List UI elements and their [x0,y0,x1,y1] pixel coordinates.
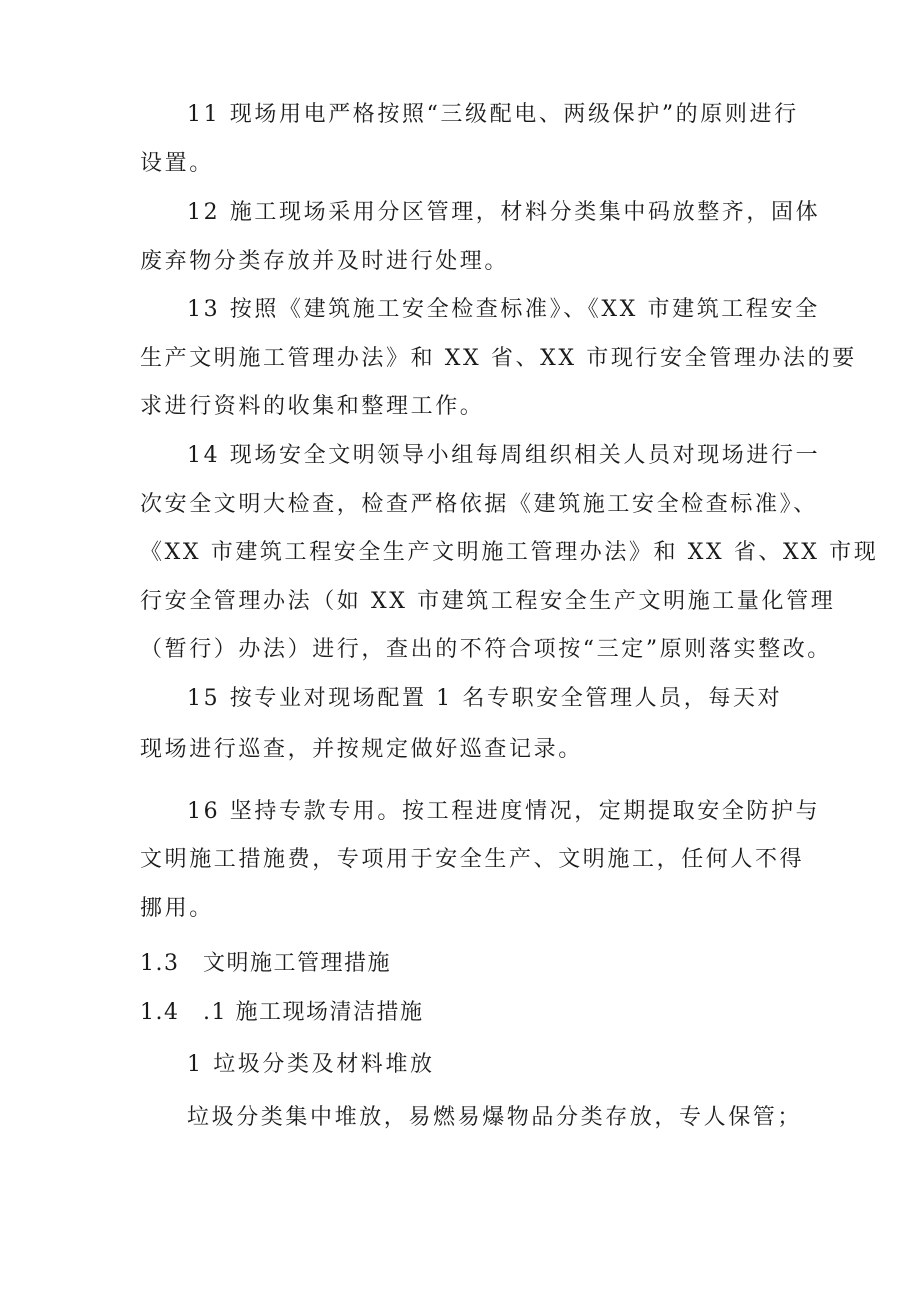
paragraph-16-line-2: 文明施工措施费，专项用于安全生产、文明施工，任何人不得 [140,847,805,872]
paragraph-14-line-1: 14 现场安全文明领导小组每周组织相关人员对现场进行一 [187,443,821,468]
section-heading-1-3: 1.3 文明施工管理措施 [140,951,391,976]
paragraph-11-line-2: 设置。 [140,151,214,176]
paragraph-14-line-3: 《XX 市建筑工程安全生产文明施工管理办法》和 XX 省、XX 市现 [140,540,879,565]
paragraph-16-line-1: 16 坚持专款专用。按工程进度情况，定期提取安全防护与 [187,799,821,824]
paragraph-11-line-1: 11 现场用电严格按照“三级配电、两级保护”的原则进行 [187,102,799,127]
paragraph-16-line-3: 挪用。 [140,896,214,921]
paragraph-15-line-2: 现场进行巡查，并按规定做好巡查记录。 [140,737,583,762]
paragraph-12-line-1: 12 施工现场采用分区管理，材料分类集中码放整齐，固体 [187,200,821,225]
paragraph-13-line-2: 生产文明施工管理办法》和 XX 省、XX 市现行安全管理办法的要 [140,346,857,371]
paragraph-12-line-2: 废弃物分类存放并及时进行处理。 [140,249,510,274]
paragraph-garbage-line-1: 垃圾分类集中堆放，易燃易爆物品分类存放，专人保管； [187,1105,803,1130]
section-heading-1-4: 1.4 .1 施工现场清洁措施 [140,1000,424,1025]
paragraph-14-line-5: （暂行）办法）进行，查出的不符合项按“三定”原则落实整改。 [140,637,832,662]
paragraph-13-line-3: 求进行资料的收集和整理工作。 [140,394,485,419]
paragraph-14-line-4: 行安全管理办法（如 XX 市建筑工程安全生产文明施工量化管理 [140,589,836,614]
subheading-garbage-sorting: 1 垃圾分类及材料堆放 [187,1052,435,1077]
paragraph-13-line-1: 13 按照《建筑施工安全检查标准》、《XX 市建筑工程安全 [187,297,820,322]
paragraph-15-line-1: 15 按专业对现场配置 1 名专职安全管理人员，每天对 [187,686,783,711]
paragraph-14-line-2: 次安全文明大检查，检查严格依据《建筑施工安全检查标准》、 [140,492,818,517]
